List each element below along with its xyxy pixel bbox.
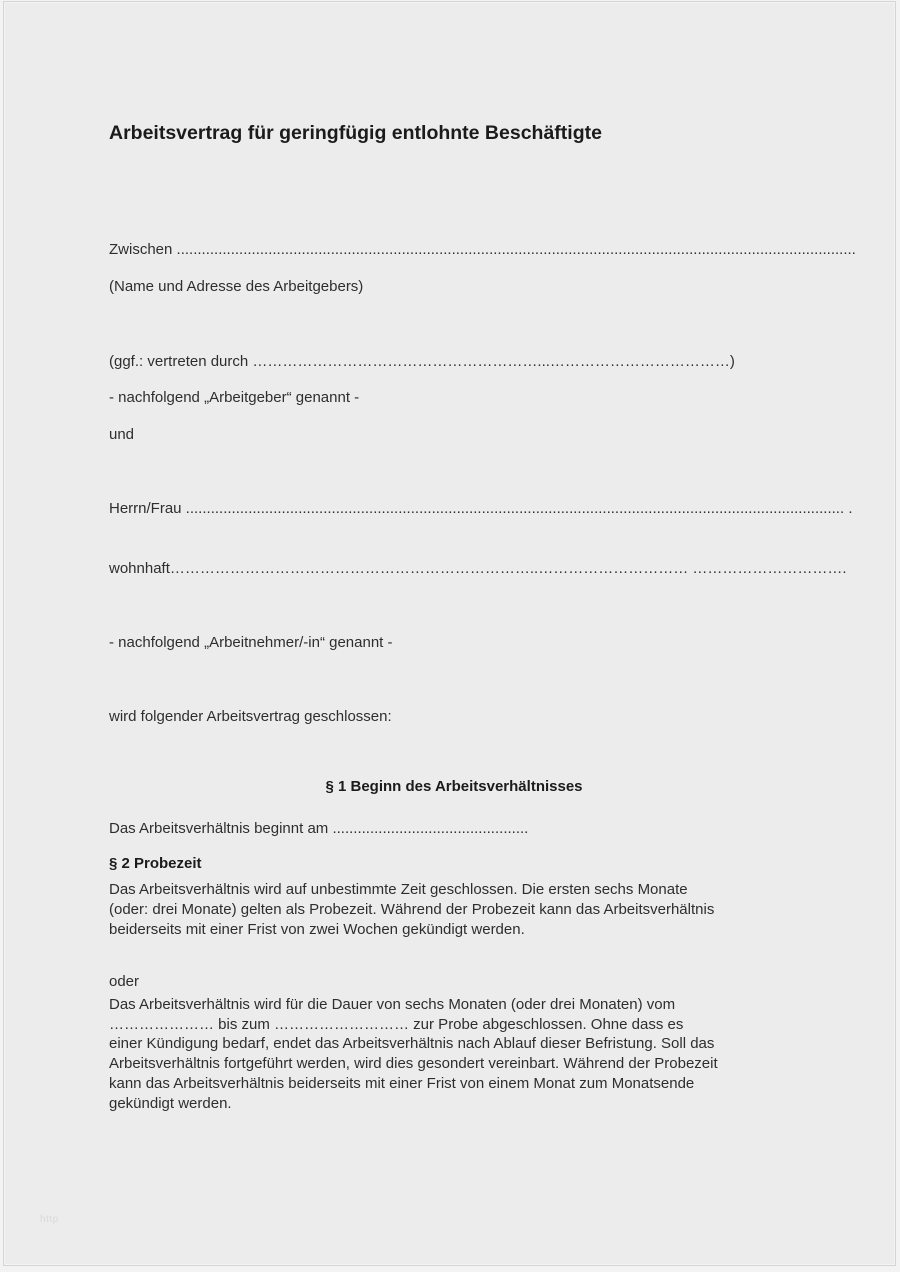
probation-paragraph-2-line-1: Das Arbeitsverhältnis wird für die Dauer von sechs Monaten (oder drei Monaten) vom (109, 996, 676, 1013)
employee-fill-in-line: Herrn/Frau .............................................................................................................................................................. . (109, 500, 853, 517)
probation-paragraph-1-line-3: beiderseits mit einer Frist von zwei Wochen gekündigt werden. (109, 921, 525, 938)
oder-connector: oder (109, 973, 140, 990)
zwischen-fill-in-line: Zwischen ................................................................................................................................................................... (109, 241, 856, 258)
probation-paragraph-2-line-2: ………………… bis zum ……………………… zur Probe abgeschlossen. Ohne dass es (109, 1015, 684, 1033)
employer-name-address-hint: (Name und Adresse des Arbeitgebers) (109, 278, 364, 295)
residence-fill-in-line-1: wohnhaft………………………………………………………………..………………………… (109, 560, 689, 577)
probation-paragraph-2-line-6: gekündigt werden. (109, 1094, 232, 1112)
und-connector: und (109, 426, 135, 443)
section-1-heading: § 1 Beginn des Arbeitsverhältnisses (325, 778, 583, 796)
contract-title: Arbeitsvertrag für geringfügig entlohnte Beschäftigte (109, 122, 602, 145)
http-watermark: http (40, 1214, 59, 1225)
probation-paragraph-1 (109, 880, 799, 940)
residence-fill-in (109, 556, 847, 582)
probation-paragraph-1-line-1: Das Arbeitsverhältnis wird auf unbestimmte Zeit geschlossen. Die ersten sechs Monate (109, 881, 688, 898)
probation-paragraph-2-line-4: Arbeitsverhältnis fortgeführt werden, wird dies gesondert vereinbart. Während der Probezeit (109, 1055, 718, 1073)
represented-by-fill-in-line: (ggf.: vertreten durch …………………………………………………...………………………………) (109, 353, 735, 370)
residence-fill-in-line-2: …………………………. (692, 560, 847, 577)
section-2-heading: § 2 Probezeit (109, 855, 202, 873)
contract-closing-intro: wird folgender Arbeitsvertrag geschlossen: (109, 708, 392, 725)
employer-named-clause: - nachfolgend „Arbeitgeber“ genannt - (109, 389, 360, 406)
probation-paragraph-2-line-5: kann das Arbeitsverhältnis beiderseits mit einer Frist von einem Monat zum Monatsende (109, 1074, 695, 1092)
probation-paragraph-2-line-3: einer Kündigung bedarf, endet das Arbeitsverhältnis nach Ablauf dieser Befristung. Soll das (109, 1035, 715, 1053)
probation-paragraph-1-line-2: (oder: drei Monate) gelten als Probezeit. Während der Probezeit kann das Arbeitsverhältnis (109, 901, 715, 918)
employee-named-clause: - nachfolgend „Arbeitnehmer/-in“ genannt - (109, 634, 393, 651)
start-date-fill-in-line: Das Arbeitsverhältnis beginnt am ............................................... (109, 820, 529, 837)
document-page (3, 1, 896, 1266)
probation-paragraph-2 (109, 995, 799, 1113)
